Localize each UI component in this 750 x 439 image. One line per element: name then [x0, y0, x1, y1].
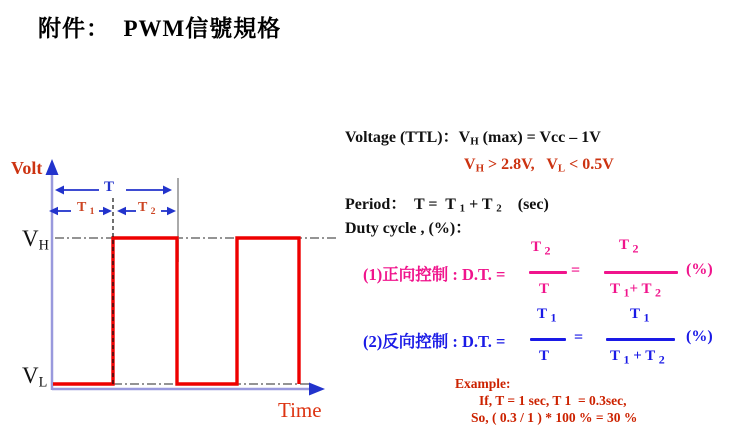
example-line1: If, T = 1 sec, T 1 = 0.3sec,	[479, 393, 627, 408]
formula1-frac1-numerator: T $_2$	[531, 239, 551, 258]
t1-arrow-right-head-icon	[103, 207, 112, 215]
formula1-percent: (%)	[686, 261, 713, 278]
x-axis-label: Time	[278, 398, 322, 422]
t2-arrow-right-head-icon	[167, 207, 176, 215]
formula2-equals: =	[574, 329, 584, 346]
formula2-percent: (%)	[686, 328, 713, 345]
x-axis-arrowhead-icon	[309, 383, 325, 396]
formula1-frac2-bar	[604, 271, 678, 274]
t2-label: T $_2$	[138, 200, 156, 217]
formula1-equals: =	[571, 262, 581, 279]
example-line2: So, ( 0.3 / 1 ) * 100 % = 30 %	[471, 410, 638, 425]
page-title: 附件： PWM信號規格	[38, 16, 282, 41]
period-spec-line: Period： T = T $_1$ + T $_2$ (sec)	[345, 196, 549, 215]
formula2-frac1-denominator: T	[539, 348, 550, 364]
y-axis-label: Volt	[11, 158, 43, 178]
pwm-square-wave	[53, 238, 299, 384]
formula1-frac1-bar	[529, 271, 567, 274]
t-arrow-right-head-icon	[163, 186, 172, 195]
t-arrow-left-head-icon	[55, 186, 64, 195]
formula2-frac1-bar	[530, 338, 566, 341]
formula2-frac2-numerator: T $_1$	[630, 306, 650, 325]
formula1-frac2-numerator: T $_2$	[619, 237, 639, 256]
vl-level-label: VL	[22, 363, 48, 391]
formula1-frac2-denominator: T $_1$+ T $_2$	[610, 281, 661, 300]
y-axis-arrowhead-icon	[46, 159, 59, 175]
t2-arrow-left-head-icon	[117, 207, 126, 215]
vh-level-label: VH	[22, 226, 49, 254]
formula2-label: (2)反向控制 : D.T. =	[363, 332, 506, 351]
duty-cycle-heading: Duty cycle , (%)：	[345, 220, 472, 237]
formula1-frac1-denominator: T	[539, 281, 550, 297]
formula2-frac2-bar	[606, 338, 675, 341]
threshold-spec-line: $V_H > 2.8V$, $V_L < 0.5V$	[464, 156, 614, 175]
formula2-frac2-denominator: T $_1$ + T $_2$	[610, 348, 665, 367]
formula1-label: (1)正向控制 : D.T. =	[363, 265, 506, 284]
t1-label: T $_1$	[77, 200, 95, 217]
voltage-spec-line: Voltage (TTL)：$V_H$ (max) = Vcc – 1V	[345, 129, 601, 148]
formula2-frac1-numerator: T $_1$	[537, 306, 557, 325]
period-t-label: T	[104, 179, 115, 195]
t1-arrow-left-head-icon	[49, 207, 58, 215]
example-heading: Example:	[455, 376, 511, 391]
